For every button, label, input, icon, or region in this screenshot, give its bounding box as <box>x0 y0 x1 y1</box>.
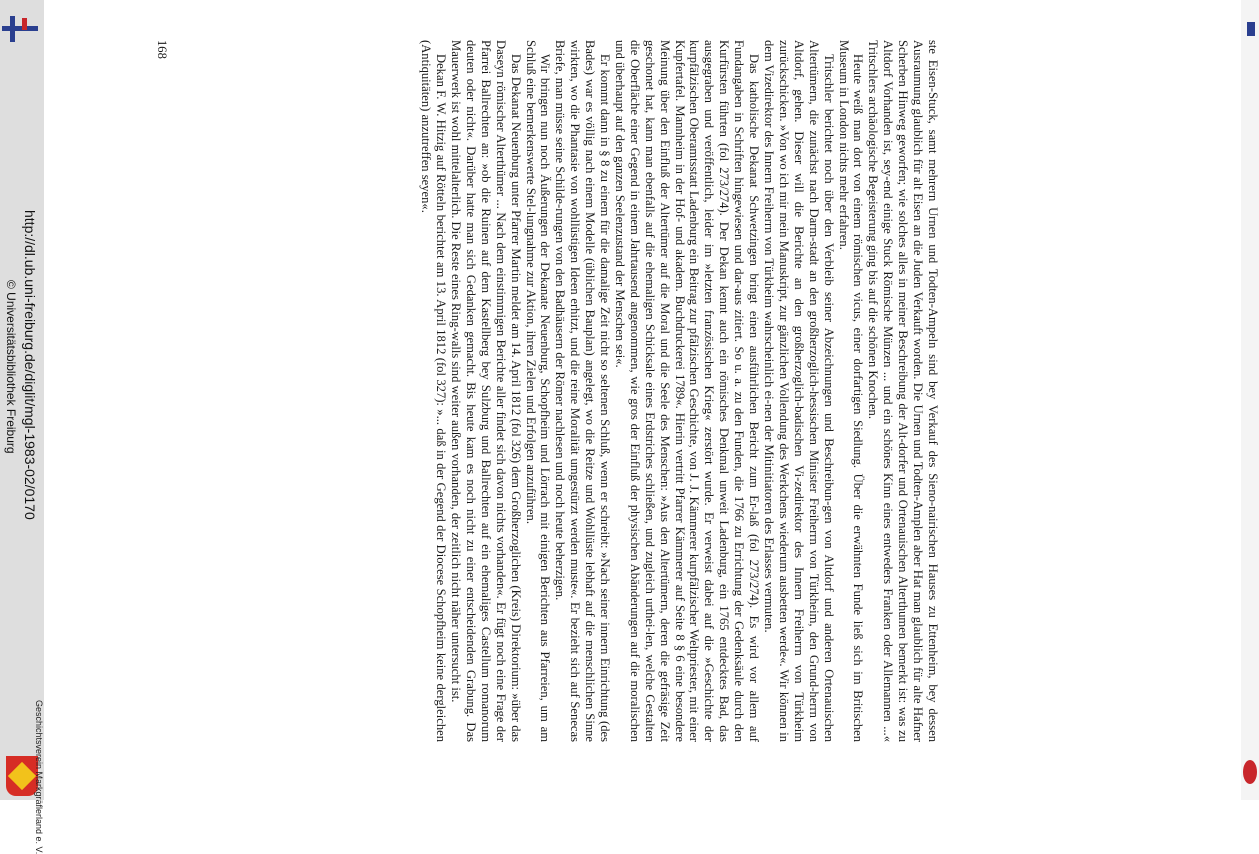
paragraph: Das Dekanat Neuenburg unter Pfarrer Martin meldet am 14. April 1812 (fol 326) dem Großherzoglichen (Kreis) Direktorium: »über das Daseyn römischer Alterthümer ... Nach dem einstimmigen Berichte aller findet sich davon nichts vorhanden«. Er fügt noch eine Frage der Pfarrei Ballrechten an: »ob die Ruinen auf dem Kastellberg bey Sulzburg und Ballrechten auf ein ehemaliges Castellum romanorum deuten oder nicht«. Darüber hatte man sich Gedanken gemacht. Bis heute kam es noch nicht zu einer entscheidenden Grabung. Das Mauerwerk ist wohl mittelalterlich. Die Reste eines Ring-walls sind weiter außen vorhanden, der zeitlich nicht näher untersucht ist. <box>449 40 523 742</box>
paragraph: Dekan F. W. Hitzig auf Rötteln berichtet am 13. April 1812 (fol 327): »... daß in der Gegend der Diocese Schopfheim keine dergleichen (Antiquitäten) anzutreffen seyen«. <box>419 40 449 742</box>
scanned-page-view <box>155 0 960 800</box>
right-edge <box>1241 0 1259 800</box>
seal-icon <box>1243 760 1257 784</box>
paragraph: Heute weiß man dort von einem römischen vicus, einer dorfartigen Siedlung. Über die erwähnten Funde ließ sich im Britischen Museum in London nichts mehr erfahren. <box>836 40 866 742</box>
paragraph: Tritschler berichtet noch über den Verbleib seiner Abzeichnungen und Beschreibun-gen von Altdorf und anderen Ortenauischen Altertümern, die zunächst nach Darm-stadt an den großherzoglich-hessischen Minister Freiherrn von Türkheim, den Grund-herrn von Altdorf, gehen. Dieser will die Berichte an den großherzoglich-badischen Vi-zedirektor des Innern Freiherrn von Türkheim zurückschicken. »Von wo ich mir mein Manuskript, zur gänzlichen Vollendung des Werkchens wiederum ausbetten werde«. Wir können in dem Vizedirektor des Innern Freiherrn von Türkheim wahrscheinlich ei-nen der Mitinitiatoren des Erlasses vermuten. <box>762 40 836 742</box>
paragraph: Das katholische Dekanat Schwetzingen bringt einen ausführlichen Bericht zum Er-laß (fol 273/274). Es wird vor allem auf Fundangaben in Schriften hingewiesen und dar-aus zitiert. So u. a. zu den Funden, die 1766 zu Errichtung der Gedenksäule durch den Kurfürsten führten (fol 273/274). Der Dekan kennt auch ein römisches Denkmal unweit Ladenburg, ein 1765 entdecktes Bad, das ausgegraben und veröffentlich, leider im »letzten französischen Krieg« zerstört wurde. Er verweist dabei auf die »Geschichte der kurpfälzischen Oberamtsstatt Ladenburg ein Beitrag zur pfälzischen Geschichte, von J. J. Kämmerer kurpfälzischer Weltpriester, mit einer Kupfertafel. Mannheim in der Hof- und akadem. Buchdruckerei 1789«. Hierin vertritt Pfarrer Kämmerer auf Seite 8 § 6 eine besondere Meinung über den Einfluß der Altertümer auf die Moral und die Seele des Menschen: »Aus den Altertümern, deren die gefräsige Zeit geschonet hat, kann man ebenfalls auf die ehemaligen Schicksale eines Erdstriches schließen, und zugleich urthei-len, welche Gestalten die Oberfläche einer Gegend in einem Jahrtausend angenommen, wie gros der Einfluß der physischen Abänderungen auf die moralischen und überhaupt auf den ganzen Seelenzustand der Menschen sei«. <box>612 40 762 742</box>
mark-icon <box>1247 22 1255 36</box>
publisher-label: Geschichtsverein Markgräflerland e. V. <box>34 700 44 854</box>
viewer-sidebar <box>0 0 44 800</box>
page-text: ste Eisen-Stuck, samt mehrern Urnen und Todten-Ampeln sind bey Verkauf des Sieno-nairischen Hauses zu Ettenheim, bey dessen Ausraumung glaublich für alt Eisen an die Juden Verkauft worden. Die Urnen und Todten-Amplen aber Hat man glaublich für alte Hafner Scherben Hinweg geworfen; wie solches alles in meiner Beschreibung der Alt-dorfer und Ortenauischen Alterthumen bemerkt ist: was zu Altdorf Vorhanden ist, sey-end einige Stuck Römische Münzen ... und ein schönes Kinn eines entweders Franken oder Allemannen ...« Tritschlers archäologische Begeisterung ging bis auf die schönen Knochen. Heute weiß man dort von einem römischen vicus, einer dorfartigen Siedlung. Über die erwähnten Funde ließ sich im Britischen Museum in London nichts mehr erfahren. Tritschler berichtet noch über den Verbleib seiner Abzeichnungen und Beschreibun-gen von Altdorf und anderen Ortenauischen Altertümern, die zunächst nach Darm-stadt an den großherzoglich-hessischen Minister Freiherrn von Türkheim, den Grund-herrn von Altdorf, gehen. Dieser will die Berichte an den großherzoglich-badischen Vi-zedirektor des Innern Freiherrn von Türkheim zurückschicken. »Von wo ich mir mein Manuskript, zur gänzlichen Vollendung des Werkchens wiederum ausbetten werde«. Wir können in dem Vizedirektor des Innern Freiherrn von Türkheim wahrscheinlich ei-nen der Mitinitiatoren des Erlasses vermuten. Das katholische Dekanat Schwetzingen bringt einen ausführlichen Bericht zum Er-laß (fol 273/274). Es wird vor allem auf Fundangaben in Schriften hingewiesen und dar-aus zitiert. So u. a. zu den Funden, die 1766 zu Errichtung der Gedenksäule durch den Kurfürsten führten (fol 273/274). Der Dekan kennt auch ein römisches Denkmal unweit Ladenburg, ein 1765 entdecktes Bad, das ausgegraben und veröffentlich, leider im »letzten französischen Krieg« zerstört wurde. Er verweist dabei auf die »Geschichte der kurpfälzischen Oberamtsstatt Ladenburg ein Beitrag zur pfälzischen Geschichte, von J. J. Kämmerer kurpfälzischer Weltpriester, mit einer Kupfertafel. Mannheim in der Hof- und akadem. Buchdruckerei 1789«. Hierin vertritt Pfarrer Kämmerer auf Seite 8 § 6 eine besondere Meinung über den Einfluß der Altertümer auf die Moral und die Seele des Menschen: »Aus den Altertümern, deren die gefräsige Zeit geschonet hat, kann man ebenfalls auf die ehemaligen Schicksale eines Erdstriches schließen, und zugleich urthei-len, welche Gestalten die Oberfläche einer Gegend in einem Jahrtausend angenommen, wie gros der Einfluß der physischen Abänderungen auf die moralischen und überhaupt auf den ganzen Seelenzustand der Menschen sei«. Er kommt dann in § 8 zu einem für die damalige Zeit nicht so seltenen Schluß, wenn er schreibt: »Nach seiner innern Einrichtung (des Bades) war es völlig nach einem Modelle (üblichen Bauplan) angelegt, wo die Reitze und Wohllüste lebhaft auf die menschlichen Sinne wirkten, wo die Phantasie von wohllüstigen Ideen erhitzt, und die reine Moralität umgestürzt werden muste«. Er bezieht sich auf Senecas Briefe, man müsse seine Schilde-rungen von den Badhäusern der Römer nachlesen und noch heute beherzigen. Wir bringen nun noch Äußerungen der Dekanate Neuenburg, Schopfheim und Lörrach mit einigen Berichten aus Pfarreien, um am Schluß eine bemerkenswerte Stel-lungnahme zur Aktion, ihren Zielen und Erfolgen anzuführen. Das Dekanat Neuenburg unter Pfarrer Martin meldet am 14. April 1812 (fol 326) dem Großherzoglichen (Kreis) Direktorium: »über das Daseyn römischer Alterthümer ... Nach dem einstimmigen Berichte aller findet sich davon nichts vorhanden«. Er fügt noch eine Frage der Pfarrei Ballrechten an: »ob die Ruinen auf dem Kastellberg bey Sulzburg und Ballrechten auf ein ehemaliges Castellum romanorum deuten oder nicht«. Darüber hatte man sich Gedanken gemacht. Bis heute kam es noch nicht zu einer entscheidenden Grabung. Das Mauerwerk ist wohl mittelalterlich. Die Reste eines Ring-walls sind weiter außen vorhanden, der zeitlich nicht näher untersucht ist. Dekan F. W. Hitzig auf Rötteln berichtet am 13. April 1812 (fol 327): »... daß in der Gegend der Diocese Schopfheim keine dergleichen (Antiquitäten) anzutreffen seyen«. 168 <box>155 40 940 742</box>
document-url[interactable]: http://dl.ub.uni-freiburg.de/diglit/mgl-1983-02/0170 <box>22 210 38 520</box>
paragraph: Wir bringen nun noch Äußerungen der Dekanate Neuenburg, Schopfheim und Lörrach mit einigen Berichten aus Pfarreien, um am Schluß eine bemerkenswerte Stel-lungnahme zur Aktion, ihren Zielen und Erfolgen anzuführen. <box>523 40 553 742</box>
paragraph: ste Eisen-Stuck, samt mehrern Urnen und Todten-Ampeln sind bey Verkauf des Sieno-nairischen Hauses zu Ettenheim, bey dessen Ausraumung glaublich für alt Eisen an die Juden Verkauft worden. Die Urnen und Todten-Amplen aber Hat man glaublich für alte Hafner Scherben Hinweg geworfen; wie solches alles in meiner Beschreibung der Alt-dorfer und Ortenauischen Alterthumen bemerkt ist: was zu Altdorf Vorhanden ist, sey-end einige Stuck Römische Münzen ... und ein schönes Kinn eines entweders Franken oder Allemannen ...« Tritschlers archäologische Begeisterung ging bis auf die schönen Knochen. <box>866 40 940 742</box>
paragraph: Er kommt dann in § 8 zu einem für die damalige Zeit nicht so seltenen Schluß, wenn er schreibt: »Nach seiner innern Einrichtung (des Bades) war es völlig nach einem Modelle (üblichen Bauplan) angelegt, wo die Reitze und Wohllüste lebhaft auf die menschlichen Sinne wirkten, wo die Phantasie von wohllüstigen Ideen erhitzt, und die reine Moralität umgestürzt werden muste«. Er bezieht sich auf Senecas Briefe, man müsse seine Schilde-rungen von den Badhäusern der Römer nachlesen und noch heute beherzigen. <box>553 40 613 742</box>
copyright-notice: © Universitätsbibliothek Freiburg <box>4 280 18 454</box>
